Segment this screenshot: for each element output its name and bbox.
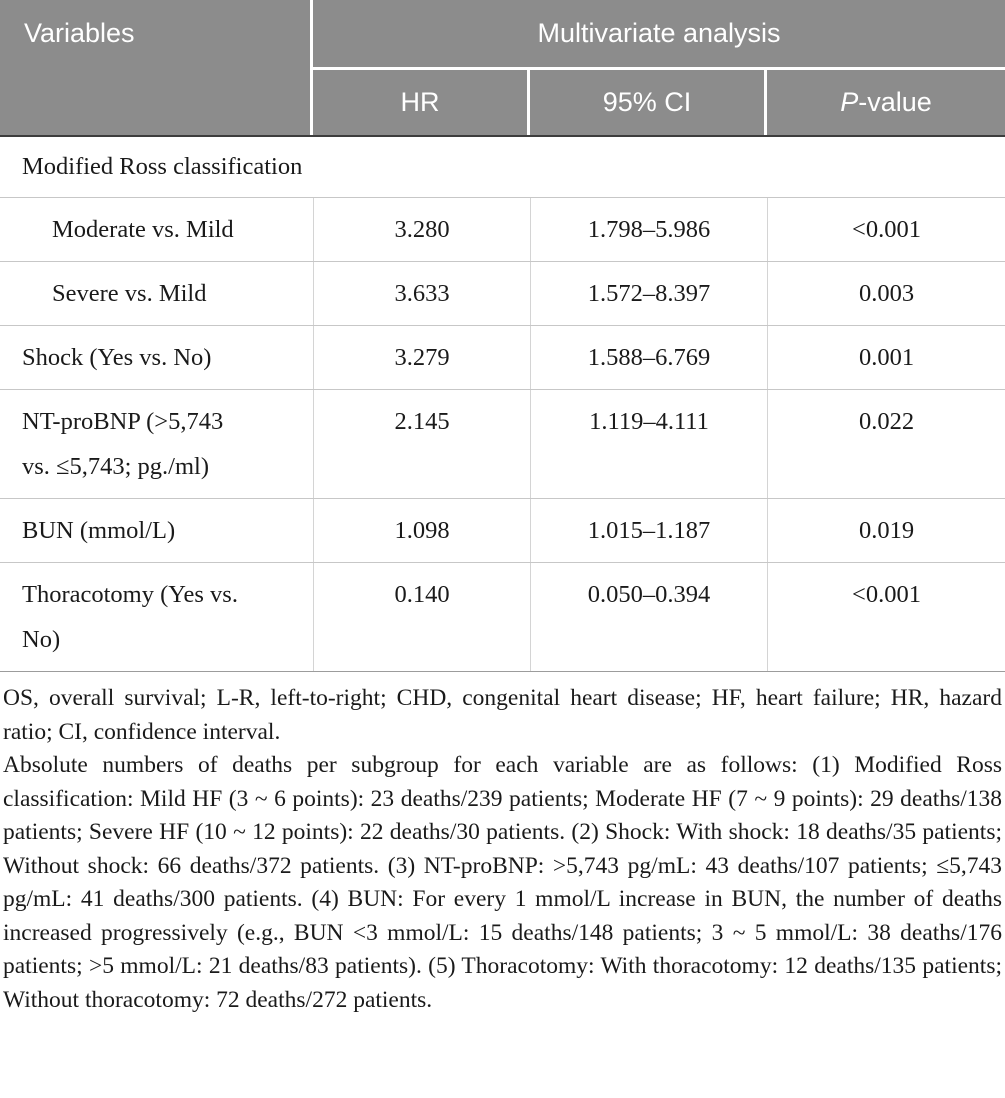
header-col-hr: HR [313, 70, 527, 135]
header-col-ci: 95% CI [530, 70, 764, 135]
ci-value: 0.050–0.394 [530, 563, 767, 671]
row-label: Moderate vs. Mild [52, 216, 234, 243]
table-body [0, 137, 1005, 672]
hr-value: 0.140 [313, 563, 530, 671]
section-label: Modified Ross classification [22, 153, 303, 180]
footnote-abbreviations: OS, overall survival; L-R, left-to-right; CHD, congenital heart disease; HF, heart failure; HR, hazard ratio; CI, confidence interval. [3, 685, 1002, 745]
section-row-modified-ross [0, 137, 1005, 198]
table-row-bun [0, 499, 1005, 563]
ci-value: 1.015–1.187 [530, 499, 767, 562]
row-label: NT-proBNP (>5,743 vs. ≤5,743; pg./ml) [22, 408, 224, 480]
ci-value: 1.572–8.397 [530, 262, 767, 325]
table-row-severe-vs-mild [0, 262, 1005, 326]
row-label: Shock (Yes vs. No) [22, 344, 212, 371]
hr-value: 3.279 [313, 326, 530, 389]
ci-value: 1.798–5.986 [530, 198, 767, 261]
hr-value: 2.145 [313, 390, 530, 498]
row-label: Thoracotomy (Yes vs. No) [22, 581, 238, 653]
footnote-death-counts: Absolute numbers of deaths per subgroup for each variable are as follows: (1) Modified Ross classification: Mild HF (3 ~ 6 points): 23 deaths/239 patients; Moderate HF (7 ~ 9 points): 29 deaths/138 patients; Severe HF (10 ~ 12 points): 22 deaths/30 patients. (2) Shock: With shock: 18 deaths/35 patients; Without shock: 66 deaths/372 patients. (3) NT-proBNP: >5,743 pg/mL: 43 deaths/107 patients; ≤5,743 pg/mL: 41 deaths/300 patients. (4) BUN: For every 1 mmol/L increase in BUN, the number of deaths increased progressively (e.g., BUN <3 mmol/L: 15 deaths/148 patients; 3 ~ 5 mmol/L: 38 deaths/176 patients; >5 mmol/L: 21 deaths/83 patients). (5) Thoracotomy: With thoracotomy: 12 deaths/135 patients; Without thoracotomy: 72 deaths/272 patients. [3, 752, 1002, 1013]
p-value: 0.001 [767, 326, 1005, 389]
table-header [0, 0, 1005, 137]
table-row-moderate-vs-mild [0, 198, 1005, 262]
header-multivariate-analysis: Multivariate analysis [313, 0, 1005, 67]
p-value: 0.003 [767, 262, 1005, 325]
hr-value: 3.633 [313, 262, 530, 325]
hr-value: 1.098 [313, 499, 530, 562]
p-value: <0.001 [767, 198, 1005, 261]
table-row-nt-probnp [0, 390, 1005, 499]
p-value-italic-p: P [840, 87, 859, 117]
ci-value: 1.588–6.769 [530, 326, 767, 389]
row-label: BUN (mmol/L) [22, 517, 176, 544]
p-value: 0.022 [767, 390, 1005, 498]
p-value-rest: -value [858, 87, 932, 117]
header-variables: Variables [0, 0, 310, 135]
header-col-p-value [767, 70, 1005, 135]
table-row-thoracotomy [0, 563, 1005, 672]
row-label: Severe vs. Mild [52, 280, 207, 307]
table-footnotes [0, 672, 1005, 1017]
table-row-shock [0, 326, 1005, 390]
p-value: 0.019 [767, 499, 1005, 562]
ci-value: 1.119–4.111 [530, 390, 767, 498]
hr-value: 3.280 [313, 198, 530, 261]
p-value: <0.001 [767, 563, 1005, 671]
